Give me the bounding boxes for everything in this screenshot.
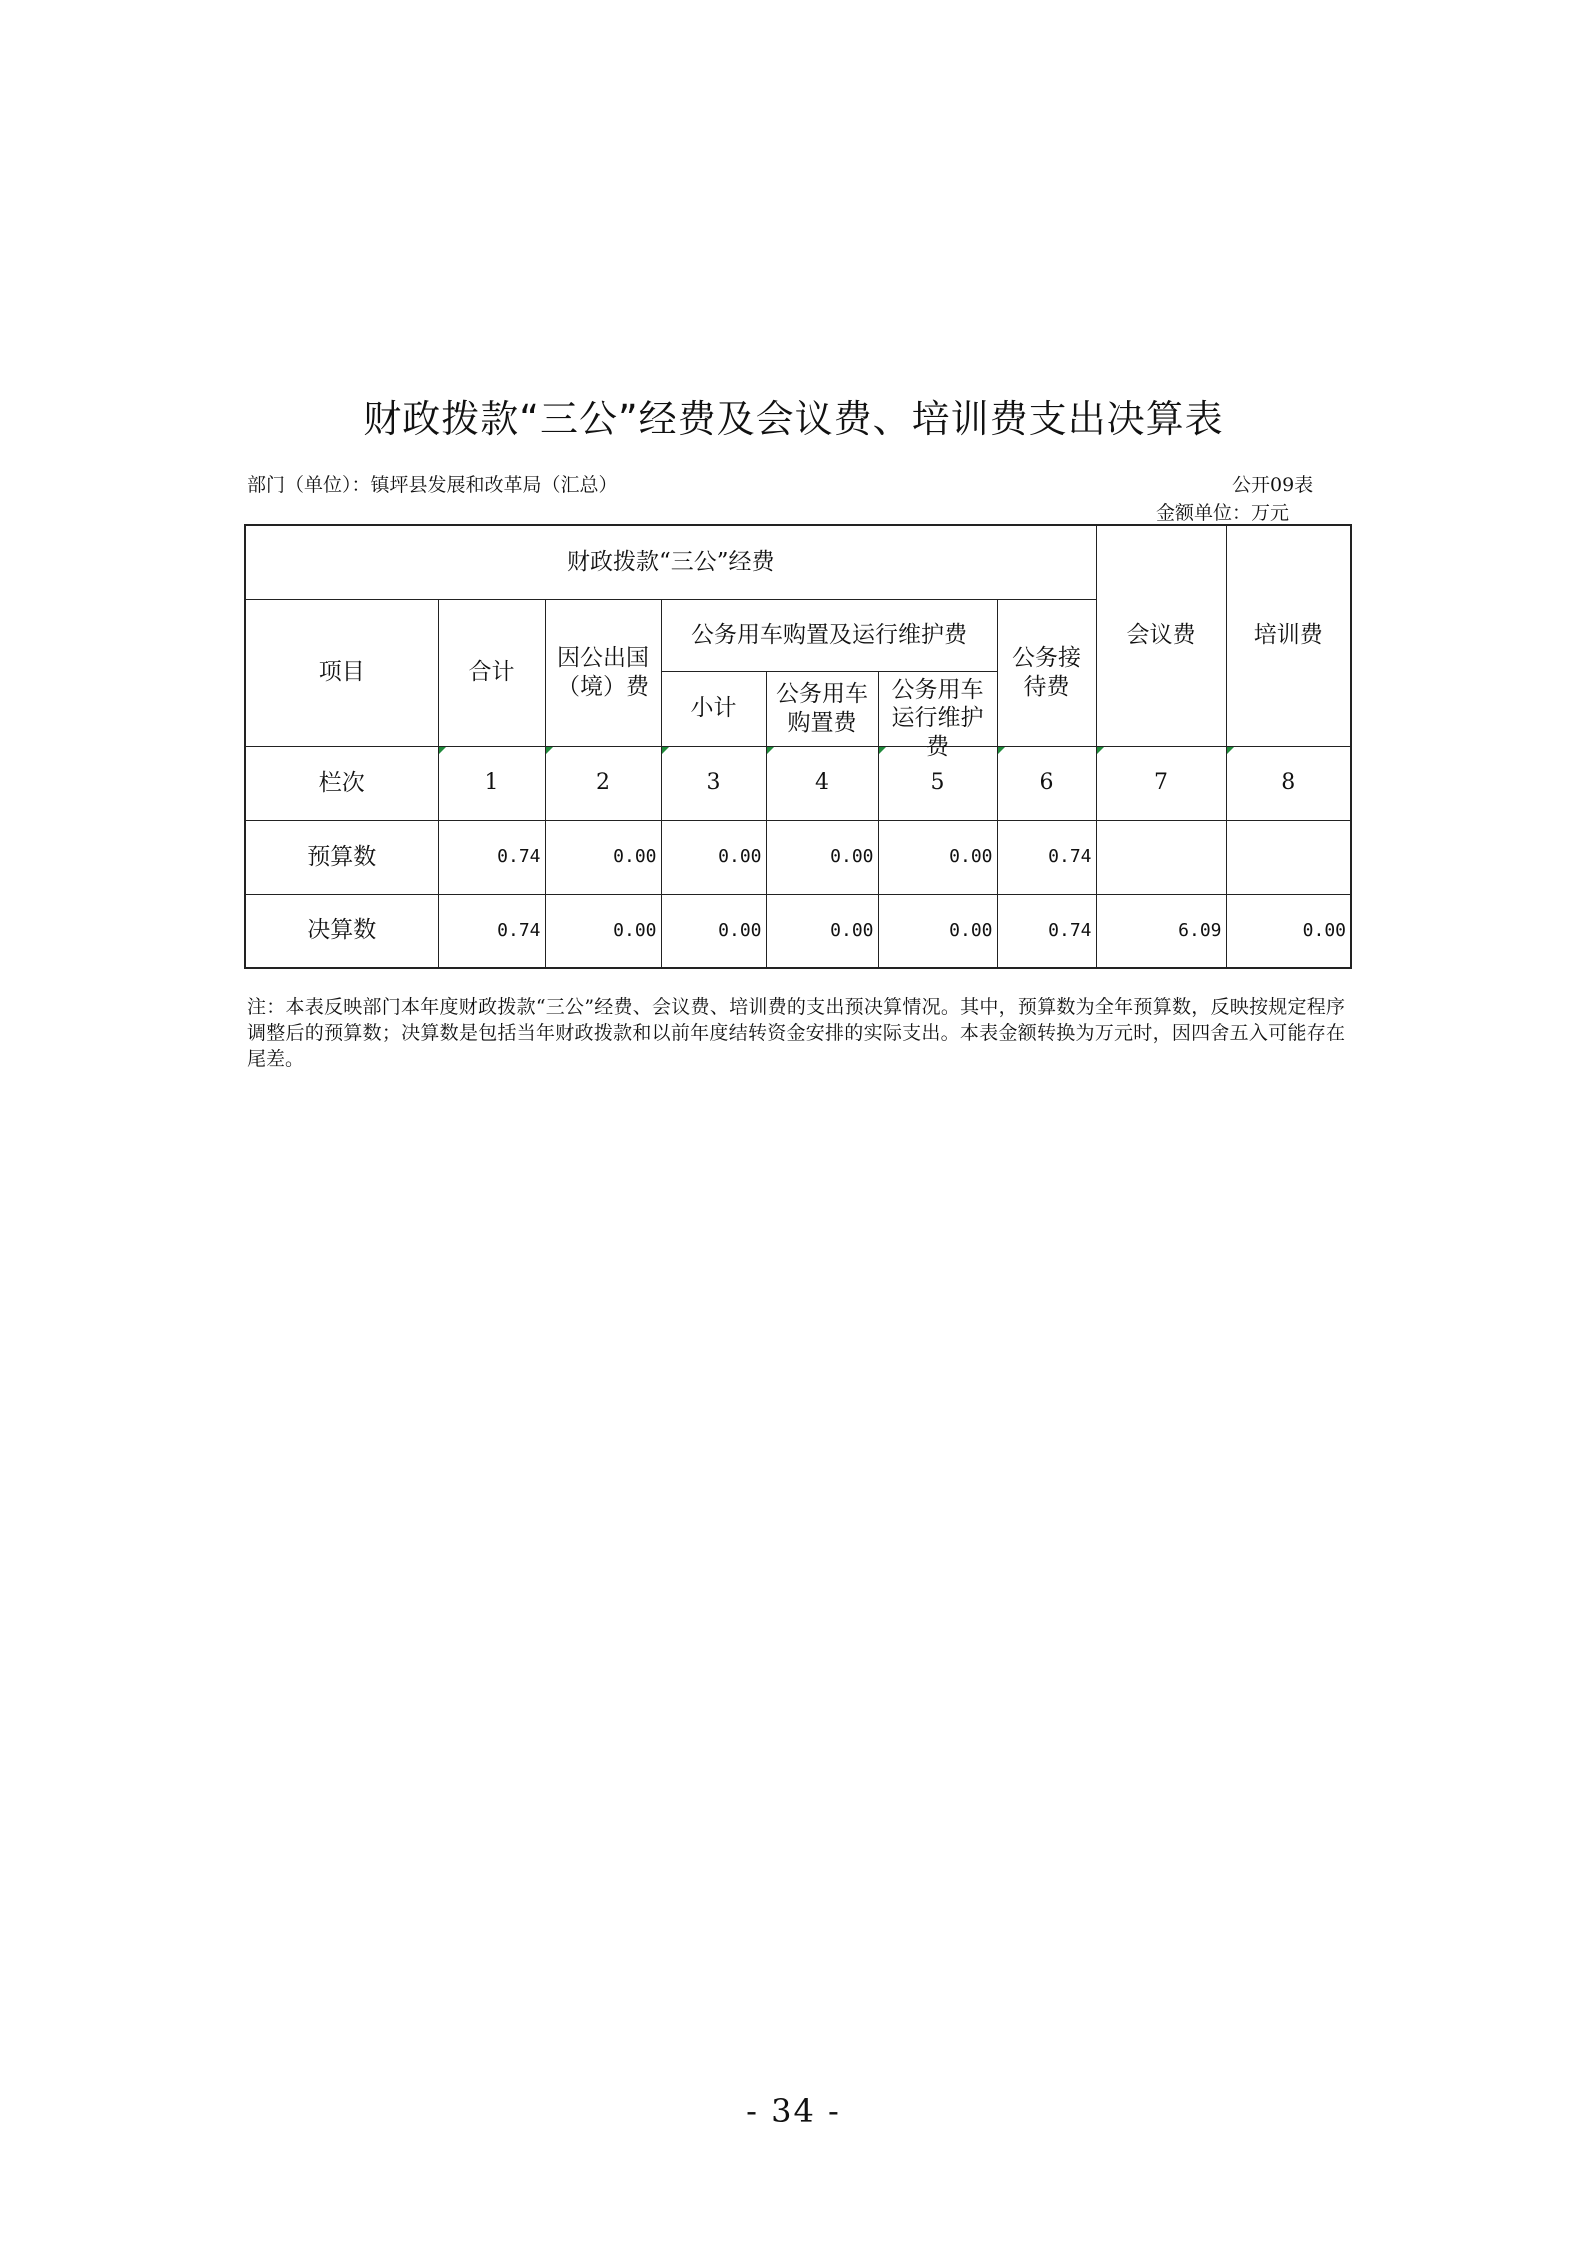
column-number [1096,746,1226,820]
budget-abroad: 0.00 [545,820,661,894]
column-number-text: 1 [484,770,499,796]
actual-meeting: 6.09 [1096,894,1226,968]
column-number [1226,746,1351,820]
budget-reception: 0.74 [997,820,1096,894]
budget-training [1226,820,1351,894]
actual-total: 0.74 [438,894,545,968]
column-number-text: 3 [706,770,721,796]
budget-vehicle-subtotal: 0.00 [661,820,766,894]
header-meeting: 会议费 [1096,525,1226,746]
header-total: 合计 [438,599,545,746]
column-number [766,746,878,820]
column-number-text: 7 [1154,770,1169,796]
budget-meeting [1096,820,1226,894]
actual-abroad: 0.00 [545,894,661,968]
table-row [245,746,1351,820]
header-abroad: 因公出国（境）费 [545,599,661,746]
actual-vehicle-subtotal: 0.00 [661,894,766,968]
table-row [245,894,1351,968]
page-number: - 34 - [746,2092,841,2130]
page-title: 财政拨款“三公”经费及会议费、培训费支出决算表 [363,397,1224,441]
budget-vehicle-operation: 0.00 [878,820,997,894]
header-three-public-group: 财政拨款“三公”经费 [245,525,1096,599]
cell-marker [546,747,553,754]
cell-marker [998,747,1005,754]
row-label: 栏次 [245,746,438,820]
cell-marker [1227,747,1234,754]
budget-total: 0.74 [438,820,545,894]
row-label: 决算数 [245,894,438,968]
actual-training: 0.00 [1226,894,1351,968]
column-number-text: 5 [930,770,945,796]
header-vehicle-operation [878,671,997,760]
actual-vehicle-purchase: 0.00 [766,894,878,968]
header-vehicle-purchase: 公务用车购置费 [766,671,878,746]
header-subtotal: 小计 [661,671,766,746]
column-number-text: 6 [1039,770,1054,796]
header-reception: 公务接待费 [997,599,1096,746]
column-number-text: 2 [596,770,610,796]
cell-marker [662,747,669,754]
actual-reception: 0.74 [997,894,1096,968]
column-number-text: 8 [1281,770,1296,796]
cell-marker [1097,747,1104,754]
department-label: 部门（单位）：镇坪县发展和改革局（汇总） [247,474,618,496]
cell-marker [439,747,446,754]
header-training: 培训费 [1226,525,1351,746]
amount-unit: 金额单位：万元 [1156,502,1290,524]
header-item: 项目 [245,599,438,746]
header-vehicle-operation-text: 公务用车运行维护费 [891,676,984,760]
expenditure-table [244,524,1352,969]
header-vehicle-group: 公务用车购置及运行维护费 [661,599,997,671]
actual-vehicle-operation: 0.00 [878,894,997,968]
budget-vehicle-purchase: 0.00 [766,820,878,894]
cell-marker [767,747,774,754]
row-label: 预算数 [245,820,438,894]
column-number [997,746,1096,820]
cell-marker [879,747,886,754]
column-number-text: 4 [815,770,829,796]
column-number [545,746,661,820]
table-number: 公开09表 [1232,474,1314,496]
table-note: 注：本表反映部门本年度财政拨款“三公”经费、会议费、培训费的支出预决算情况。其中，预算数为全年预算数，反映按规定程序调整后的预算数；决算数是包括当年财政拨款和以前年度结转资金安排的实际支出。本表金额转换为万元时，因四舍五入可能存在尾差。 [247,996,1345,1070]
column-number [661,746,766,820]
column-number [438,746,545,820]
column-number [878,746,997,820]
table-row [245,820,1351,894]
